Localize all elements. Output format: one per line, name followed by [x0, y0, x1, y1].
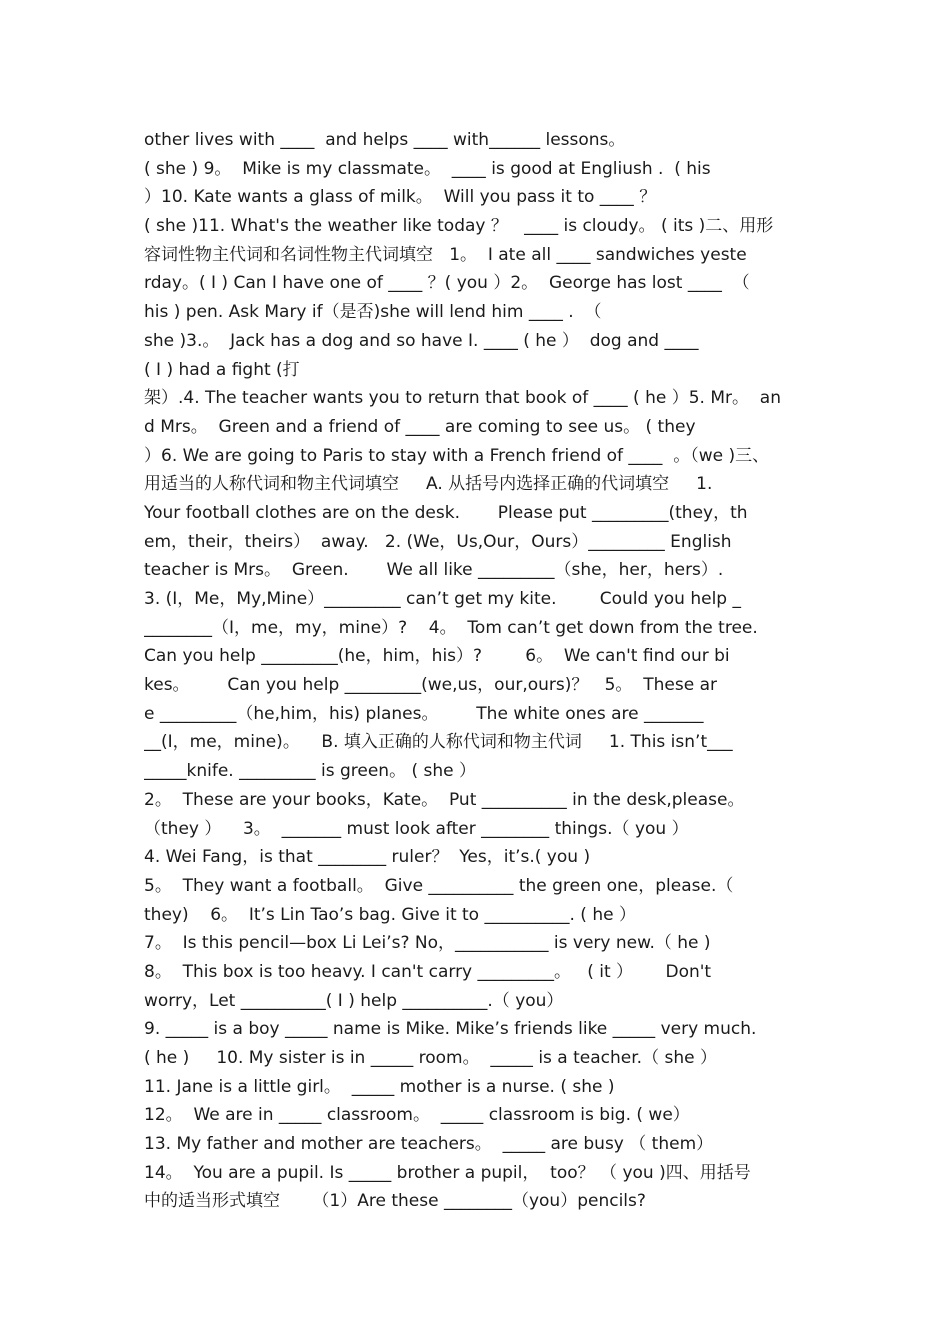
text-line: Can you help _________(he，him，his）? 6。 We can't find our bi	[144, 646, 730, 667]
text-line: Your football clothes are on the desk. Please put _________(they，th	[144, 502, 748, 523]
text-line: other lives with ____ and helps ____ with______ lessons。	[144, 130, 626, 150]
text-line: ( I ) had a fight (打	[144, 359, 300, 380]
text-line: 7。 Is this pencil—box Li Lei’s? No，___________ is very new.（ he )	[144, 933, 711, 954]
text-line: 用适当的人称代词和物主代词填空 A. 从括号内选择正确的代词填空 1.	[144, 474, 713, 495]
text-line: ( she ) 9。 Mike is my classmate。 ____ is good at Engliush . ( his	[144, 158, 711, 179]
exercise-text-block	[144, 126, 814, 1216]
text-line: 9. _____ is a boy _____ name is Mike. Mike’s friends like _____ very much.	[144, 1019, 757, 1040]
text-line: 11. Jane is a little girl。 _____ mother is a nurse. ( she )	[144, 1076, 615, 1097]
text-line: 中的适当形式填空 （1）Are these ________（you）pencils?	[144, 1191, 646, 1212]
text-line: （they ） 3。 _______ must look after ________ things.（ you ）	[144, 818, 689, 839]
text-line: 4. Wei Fang，is that ________ ruler？ Yes，it’s.( you )	[144, 847, 591, 868]
text-line: 2。 These are your books，Kate。 Put __________ in the desk,please。	[144, 789, 745, 810]
text-line: his ) pen. Ask Mary if（是否)she will lend him ____ . （	[144, 302, 602, 323]
text-line: 12。 We are in _____ classroom。 _____ classroom is big. ( we）	[144, 1105, 690, 1126]
text-line: ________（I，me，my，mine）? 4。 Tom can’t get down from the tree.	[144, 617, 758, 638]
text-line: ）6. We are going to Paris to stay with a French friend of ____ 。（we )三、	[144, 445, 770, 466]
text-line: ( she )11. What's the weather like today ？ ____ is cloudy。 ( its )二、用形	[144, 216, 774, 237]
text-line: 5。 They want a football。 Give __________ the green one，please.（	[144, 875, 734, 896]
text-line: teacher is Mrs。 Green. We all like _________（she，her，hers）.	[144, 560, 724, 581]
text-line: __(I，me，mine)。 B. 填入正确的人称代词和物主代词 1. This isn’t___	[144, 732, 733, 753]
text-line: e _________（he,him，his) planes。 The white ones are _______	[144, 703, 704, 724]
text-line: 容词性物主代词和名词性物主代词填空 1。 I ate all ____ sandwiches yeste	[144, 244, 747, 265]
text-line: she )3.。 Jack has a dog and so have I. ____ ( he ） dog and ____	[144, 330, 699, 351]
text-line: ( he ) 10. My sister is in _____ room。 _____ is a teacher.（ she ）	[144, 1048, 717, 1068]
text-line: 13. My father and mother are teachers。 _____ are busy （ them）	[144, 1134, 714, 1155]
text-line: they) 6。 It’s Lin Tao’s bag. Give it to __________. ( he ）	[144, 904, 636, 925]
text-line: kes。 Can you help _________(we,us，our,ours)？ 5。 These ar	[144, 675, 717, 696]
text-line: 14。 You are a pupil. Is _____ brother a pupil， too？ （ you )四、用括号	[144, 1162, 751, 1183]
text-line: d Mrs。 Green and a friend of ____ are coming to see us。 ( they	[144, 416, 696, 437]
text-line: 架）.4. The teacher wants you to return that book of ____ ( he ）5. Mr。 an	[144, 388, 781, 409]
text-line: em，their，theirs） away. 2. (We，Us,Our，Ours）_________ English	[144, 531, 732, 552]
text-line: rday。( I ) Can I have one of ____ ？( you ）2。 George has lost ____ （	[144, 273, 750, 294]
text-line: worry，Let __________( I ) help __________.（ you）	[144, 990, 564, 1011]
text-line: 3. (I，Me，My,Mine）_________ can’t get my kite. Could you help _	[144, 589, 741, 609]
text-line: ）10. Kate wants a glass of milk。 Will you pass it to ____ ？	[144, 187, 657, 208]
text-line: 8。 This box is too heavy. I can't carry _________。 ( it ） Don't	[144, 961, 712, 982]
text-line: _____knife. _________ is green。 ( she ）	[144, 761, 477, 782]
